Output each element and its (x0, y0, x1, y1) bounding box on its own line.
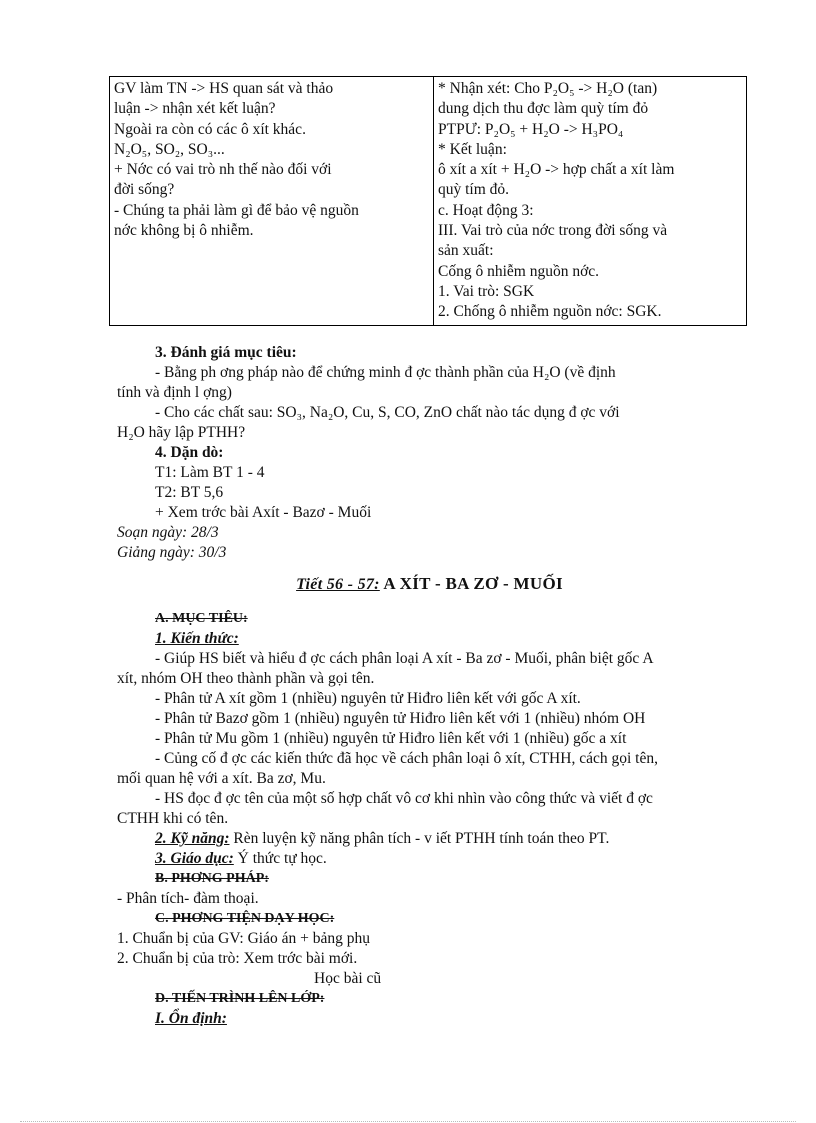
table-left-line: - Chúng ta phải làm gì để bảo vệ nguồn (114, 201, 359, 219)
table-left-line: + Nớc có vai trò nh thế nào đối với (114, 161, 332, 179)
page-bottom-rule (20, 1121, 796, 1122)
prepared-date: Soạn ngày: 28/3 (117, 524, 219, 541)
assessment-heading: 3. Đánh giá mục tiêu: (155, 344, 297, 361)
teacher-activity-cell (110, 77, 434, 326)
knowledge-item-6-cont: CTHH khi có tên. (117, 810, 229, 827)
knowledge-item-2: - Phân tử A xít gồm 1 (nhiều) nguyên tử Hiđro liên kết với gốc A xít. (155, 690, 581, 707)
means-item-3: Học bài cũ (314, 970, 382, 987)
skill-heading: 2. Kỹ năng: (155, 830, 230, 847)
method-text: - Phân tích- đàm thoại. (117, 890, 259, 907)
homework-t3: + Xem trớc bài Axít - Bazơ - Muối (155, 504, 372, 521)
table-right-line: III. Vai trò của nớc trong đời sống và (438, 222, 668, 240)
table-left-line: GV làm TN -> HS quan sát và thảo (114, 80, 334, 97)
table-right-line: dung dịch thu đợc làm quỳ tím đỏ (438, 100, 649, 118)
means-item-2: 2. Chuẩn bị của trò: Xem trớc bài mới. (117, 950, 358, 967)
table-right-line: 1. Vai trò: SGK (438, 282, 535, 300)
education-heading: 3. Giáo dục: (155, 850, 234, 867)
education-text: Ý thức tự học. (233, 850, 327, 867)
document-body (117, 343, 742, 1029)
table-right-line: quỳ tím đỏ. (438, 181, 510, 199)
activity-table (109, 76, 747, 326)
process-step-1: I. Ổn định: (155, 1010, 227, 1027)
homework-t2: T2: BT 5,6 (155, 484, 224, 501)
means-heading: C. PHƠNG TIỆN DẠY HỌC: (155, 911, 335, 926)
lesson-title (117, 574, 742, 595)
table-right-line: * Kết luận: (438, 140, 507, 158)
assessment-question-1: - Bằng ph ơng pháp nào để chứng minh đ ợc thành phần của H₂O (về định (155, 364, 616, 381)
assessment-question-1-cont: tính và định l ợng) (117, 384, 232, 401)
means-item-1: 1. Chuẩn bị của GV: Giáo án + bảng phụ (117, 930, 370, 947)
table-left-line: luận -> nhận xét kết luận? (114, 100, 276, 118)
assessment-question-2: - Cho các chất sau: SO₃, Na₂O, Cu, S, CO, ZnO chất nào tác dụng đ ợc với (155, 404, 620, 421)
table-left-line: đời sống? (114, 181, 175, 199)
table-right-line: Cống ô nhiễm nguồn nớc. (438, 262, 600, 280)
homework-t1: T1: Làm BT 1 - 4 (155, 464, 265, 481)
skill-text: Rèn luyện kỹ năng phân tích - v iết PTHH tính toán theo PT. (229, 830, 610, 847)
skill-line (117, 829, 742, 849)
process-heading: D. TIẾN TRÌNH LÊN LỚP: (155, 991, 325, 1006)
knowledge-item-4: - Phân tử Mu gồm 1 (nhiều) nguyên tử Hiđro liên kết với 1 (nhiều) gốc a xít (155, 730, 627, 747)
table-right-line: ô xít a xít + H₂O -> hợp chất a xít làm (438, 161, 675, 179)
assessment-question-2-cont: H₂O hãy lập PTHH? (117, 424, 246, 441)
table-left-line: nớc không bị ô nhiễm. (114, 222, 254, 240)
lesson-name: A XÍT - BA ZƠ - MUỐI (379, 574, 563, 593)
table-left-line: N₂O₅, SO₂, SO₃... (114, 140, 225, 158)
lesson-number: Tiết 56 - 57: (296, 576, 380, 593)
knowledge-item-3: - Phân tử Bazơ gồm 1 (nhiều) nguyên tử Hiđro liên kết với 1 (nhiều) nhóm OH (155, 710, 646, 727)
knowledge-item-6: - HS đọc đ ợc tên của một số hợp chất vô cơ khi nhìn vào công thức và viết đ ợc (155, 790, 653, 807)
education-line (117, 849, 742, 869)
content-cell (434, 77, 747, 326)
table-right-line: * Nhận xét: Cho P₂O₅ -> H₂O (tan) (438, 80, 658, 97)
knowledge-item-1-cont: xít, nhóm OH theo thành phần và gọi tên. (117, 670, 375, 687)
method-heading: B. PHƠNG PHÁP: (155, 871, 269, 886)
table-right-line: 2. Chống ô nhiễm nguồn nớc: SGK. (438, 303, 662, 321)
knowledge-item-1: - Giúp HS biết và hiểu đ ợc cách phân loại A xít - Ba zơ - Muối, phân biệt gốc A (155, 650, 654, 667)
table-right-line: PTPƯ: P₂O₅ + H₂O -> H₃PO₄ (438, 120, 624, 138)
taught-date: Giảng ngày: 30/3 (117, 544, 227, 561)
table-right-line: c. Hoạt động 3: (438, 201, 534, 219)
knowledge-heading: 1. Kiến thức: (155, 630, 239, 647)
knowledge-item-5: - Củng cố đ ợc các kiến thức đã học về cách phân loại ô xít, CTHH, cách gọi tên, (155, 750, 658, 767)
table-left-line: Ngoài ra còn có các ô xít khác. (114, 120, 306, 138)
objectives-heading: A. MỤC TIÊU: (155, 611, 248, 626)
knowledge-item-5-cont: mối quan hệ với a xít. Ba zơ, Mu. (117, 770, 326, 787)
table-right-line: sản xuất: (438, 242, 494, 260)
homework-heading: 4. Dặn dò: (155, 444, 224, 461)
